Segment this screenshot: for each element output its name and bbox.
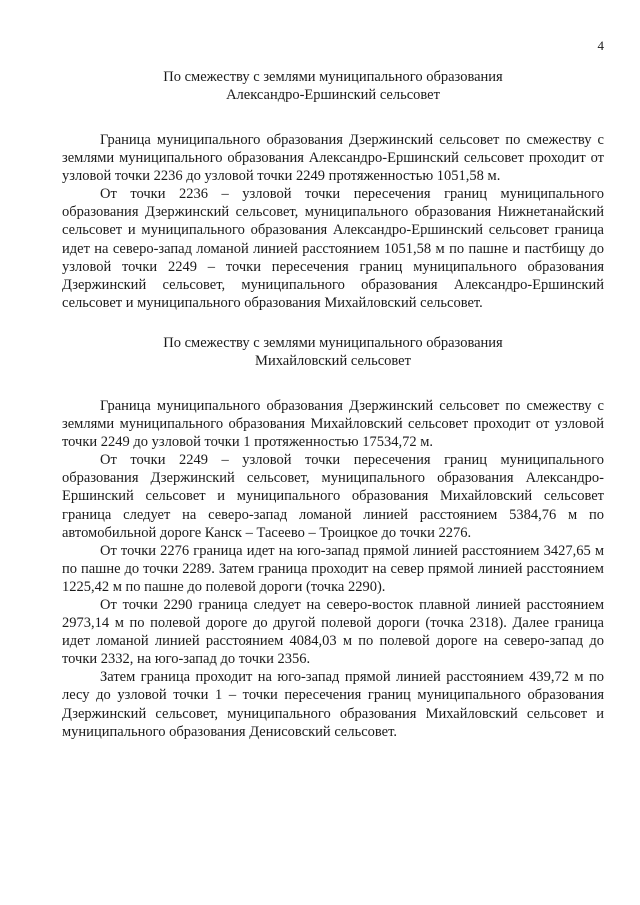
document-body (62, 68, 604, 741)
page-number: 4 (597, 38, 604, 53)
heading-line: По смежеству с землями муниципального образования (163, 334, 503, 351)
heading-line: Михайловский сельсовет (255, 352, 411, 369)
paragraph: От точки 2290 граница следует на северо-восток плавной линией расстоянием 2973,14 м по полевой дороге до другой полевой дороги (точка 2318). Далее граница идет ломаной линией расстоянием 4084,03 м по полевой дороге на северо-запад до точки 2332, на юго-запад до точки 2356. (62, 596, 604, 668)
section-heading (62, 68, 604, 104)
paragraph: Затем граница проходит на юго-запад прямой линией расстоянием 439,72 м по лесу до узловой точки 1 – точки пересечения границ муниципального образования Дзержинский сельсовет, муниципального образования Михайловский сельсовет и муниципального образования Денисовский сельсовет. (62, 669, 604, 740)
section-heading (62, 334, 604, 370)
section-paragraphs (62, 131, 604, 312)
section-aleksandro-ershinsky (62, 68, 604, 312)
paragraph: Граница муниципального образования Дзержинский сельсовет по смежеству с землями муниципального образования Михайловский сельсовет проходит от узловой точки 2249 до узловой точки 1 протяженностью 17534,72 м. (62, 397, 604, 451)
heading-line: По смежеству с землями муниципального образования (163, 69, 503, 85)
paragraph: От точки 2236 – узловой точки пересечения границ муниципального образования Дзержинский сельсовет, муниципального образования Нижнетанайский сельсовет и муниципального образования Александро-Ершинский сельсовет граница идет на северо-запад ломаной линией расстоянием 1051,58 м по пашне и пастбищу до узловой точки 2249 – точки пересечения границ муниципального образования Дзержинский сельсовет, муниципального образования Александро-Ершинский сельсовет и муниципального образования Михайловский сельсовет. (62, 186, 604, 311)
paragraph: От точки 2249 – узловой точки пересечения границ муниципального образования Дзержинский сельсовет, муниципального образования Александро-Ершинский сельсовет и муниципального образования Михайловский сельсовет граница следует на северо-запад ломаной линией расстоянием 5384,76 м по автомобильной дороге Канск – Тасеево – Троицкое до точки 2276. (62, 452, 604, 541)
paragraph: От точки 2276 граница идет на юго-запад прямой линией расстоянием 3427,65 м по пашне до точки 2289. Затем граница проходит на север прямой линией расстоянием 1225,42 м по пашне до полевой дороги (точка 2290). (62, 542, 604, 595)
section-paragraphs (62, 397, 604, 741)
heading-line: Александро-Ершинский сельсовет (226, 87, 440, 103)
section-mikhailovsky (62, 334, 604, 741)
paragraph: Граница муниципального образования Дзержинский сельсовет по смежеству с землями муниципального образования Александро-Ершинский сельсовет проходит от узловой точки 2236 до узловой точки 2249 протяженностью 1051,58 м. (62, 132, 604, 185)
